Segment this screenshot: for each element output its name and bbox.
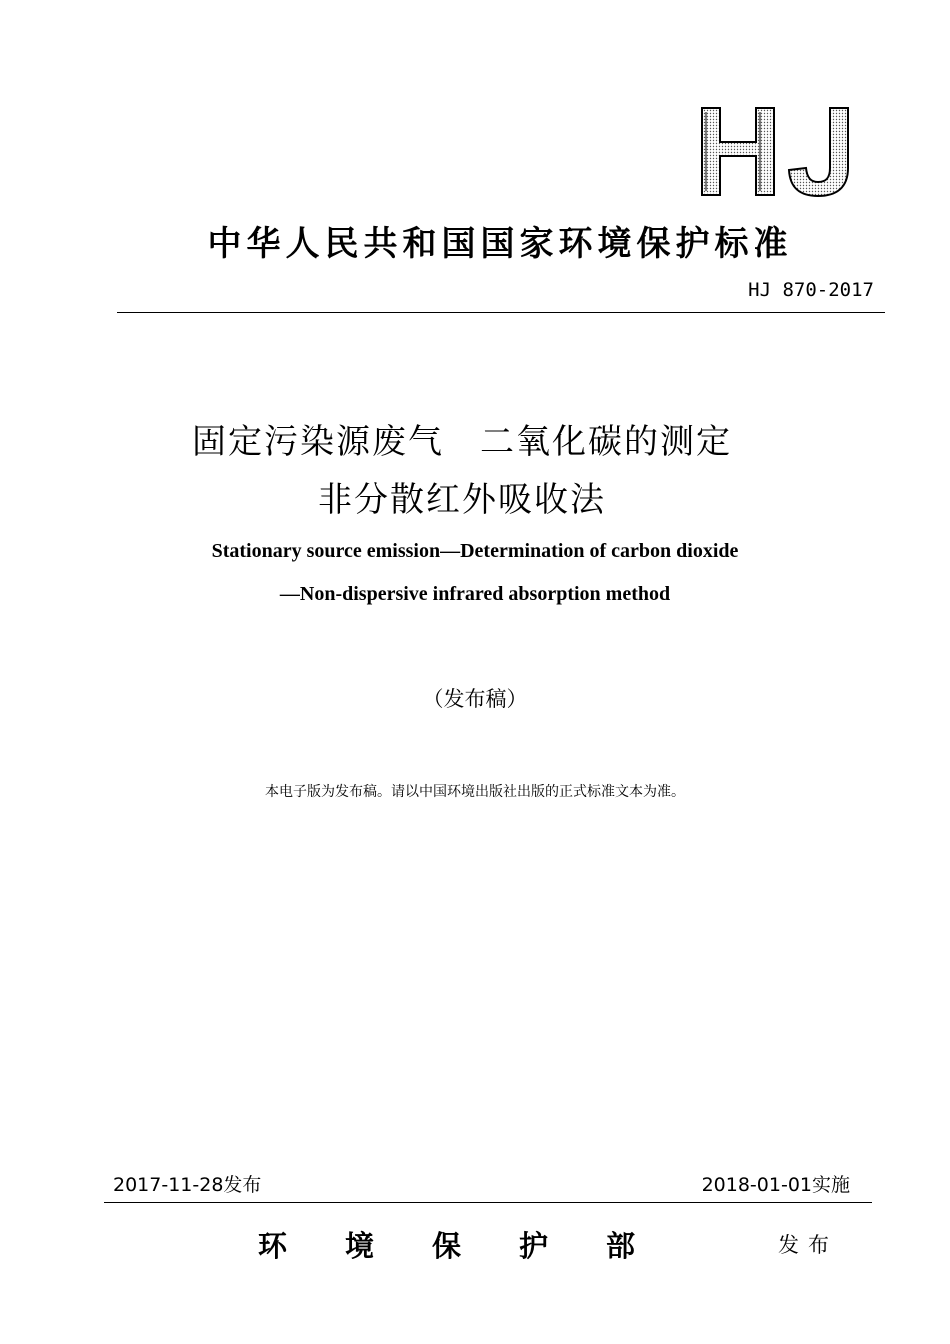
edition-notice: 本电子版为发布稿。请以中国环境出版社出版的正式标准文本为准。 bbox=[265, 784, 685, 800]
header-divider bbox=[117, 312, 885, 313]
hj-logo bbox=[694, 100, 864, 200]
standard-number: HJ 870-2017 bbox=[748, 279, 874, 301]
english-title-line-2: —Non-dispersive infrared absorption method bbox=[279, 583, 671, 605]
publish-label: 发布 bbox=[778, 1233, 838, 1257]
english-title-line-1: Stationary source emission—Determination of carbon dioxide bbox=[211, 540, 739, 562]
issuing-authority: 环境保护部 bbox=[258, 1229, 694, 1263]
effective-date: 2018-01-01实施 bbox=[701, 1174, 850, 1196]
chinese-title-line-1: 固定污染源废气 二氧化碳的测定 bbox=[192, 422, 732, 462]
footer-divider bbox=[104, 1202, 872, 1203]
issue-date: 2017-11-28发布 bbox=[113, 1174, 262, 1196]
national-standard-title: 中华人民共和国国家环境保护标准 bbox=[207, 224, 793, 264]
draft-label: （发布稿） bbox=[422, 687, 528, 711]
chinese-title-line-2: 非分散红外吸收法 bbox=[318, 480, 606, 520]
